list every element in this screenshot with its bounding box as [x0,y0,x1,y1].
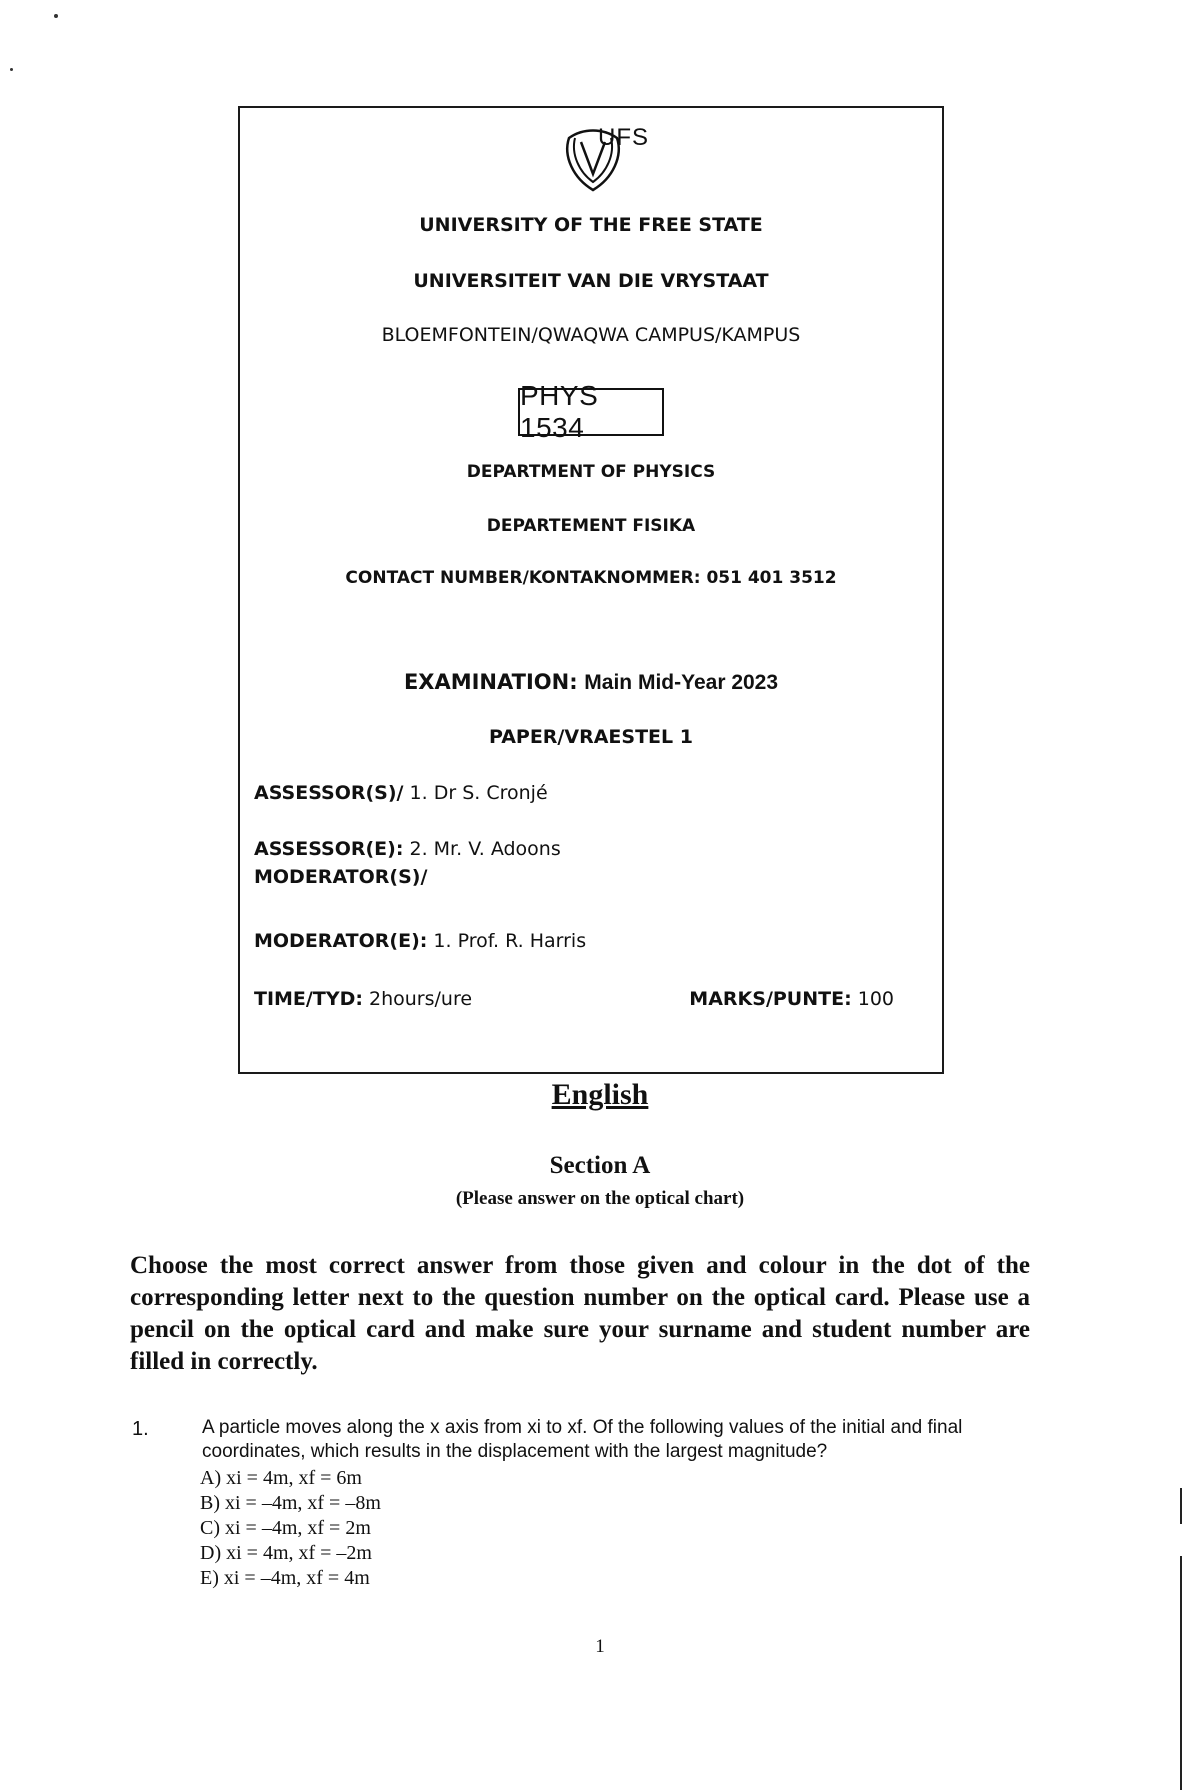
option-c: C) xi = –4m, xf = 2m [200,1517,371,1539]
marks-value: 100 [857,988,894,1010]
moderator-row-1 [254,866,427,888]
exam-label: EXAMINATION: [403,670,578,694]
section-title: Section A [549,1152,651,1179]
assessor-2: 2. Mr. V. Adoons [409,838,561,860]
assessor-label-2: ASSESSOR(E): [254,838,404,860]
moderator-label-1: MODERATOR(S)/ [254,866,428,888]
moderator-label-2: MODERATOR(E): [254,930,428,952]
cover-box [238,106,944,1074]
time-label: TIME/TYD: [254,988,363,1010]
assessor-row-1 [254,782,548,804]
section-subtitle: (Please answer on the optical chart) [455,1188,745,1209]
moderator-row-2 [254,930,586,952]
page-number: 1 [595,1636,605,1657]
marks-row [689,988,894,1010]
department-af: DEPARTEMENT FISIKA [486,516,696,536]
module-code: PHYS 1534 [518,388,664,436]
time-value: 2hours/ure [369,988,473,1010]
time-row [254,988,472,1010]
question-number: 1. [132,1418,149,1440]
scan-edge-mark [1180,1556,1182,1790]
logo-text: UFS [598,124,649,151]
assessor-label-1: ASSESSOR(S)/ [254,782,404,804]
scan-edge-mark [1180,1488,1182,1524]
instructions: Choose the most correct answer from those given and colour in the dot of the corresponding letter next to the question number on the optical card. Please use a pencil on the optical card and make sure your surname and student number are filled in correctly. [130,1252,1030,1375]
scan-speck [54,14,58,18]
option-b: B) xi = –4m, xf = –8m [200,1492,381,1514]
department-en: DEPARTMENT OF PHYSICS [466,462,716,482]
scan-speck [10,68,13,71]
campus: BLOEMFONTEIN/QWAQWA CAMPUS/KAMPUS [381,324,801,346]
exam-line [240,670,942,695]
assessor-row-2 [254,838,561,860]
paper: PAPER/VRAESTEL 1 [489,726,693,748]
assessor-1: 1. Dr S. Cronjé [409,782,548,804]
option-a: A) xi = 4m, xf = 6m [200,1467,362,1489]
university-en: UNIVERSITY OF THE FREE STATE [419,214,763,236]
answer-options [200,1466,381,1591]
moderator-1: 1. Prof. R. Harris [433,930,587,952]
option-e: E) xi = –4m, xf = 4m [200,1567,370,1589]
marks-label: MARKS/PUNTE: [689,988,852,1010]
university-af: UNIVERSITEIT VAN DIE VRYSTAAT [413,270,769,292]
question-text: A particle moves along the x axis from xi to xf. Of the following values of the initial and final coordinates, which results in the displacement with the largest magnitude? [202,1417,963,1462]
language-heading: English [551,1078,649,1111]
option-d: D) xi = 4m, xf = –2m [200,1542,372,1564]
contact-number: CONTACT NUMBER/KONTAKNOMMER: 051 401 3512 [345,568,837,588]
exam-value: Main Mid-Year 2023 [584,671,779,694]
